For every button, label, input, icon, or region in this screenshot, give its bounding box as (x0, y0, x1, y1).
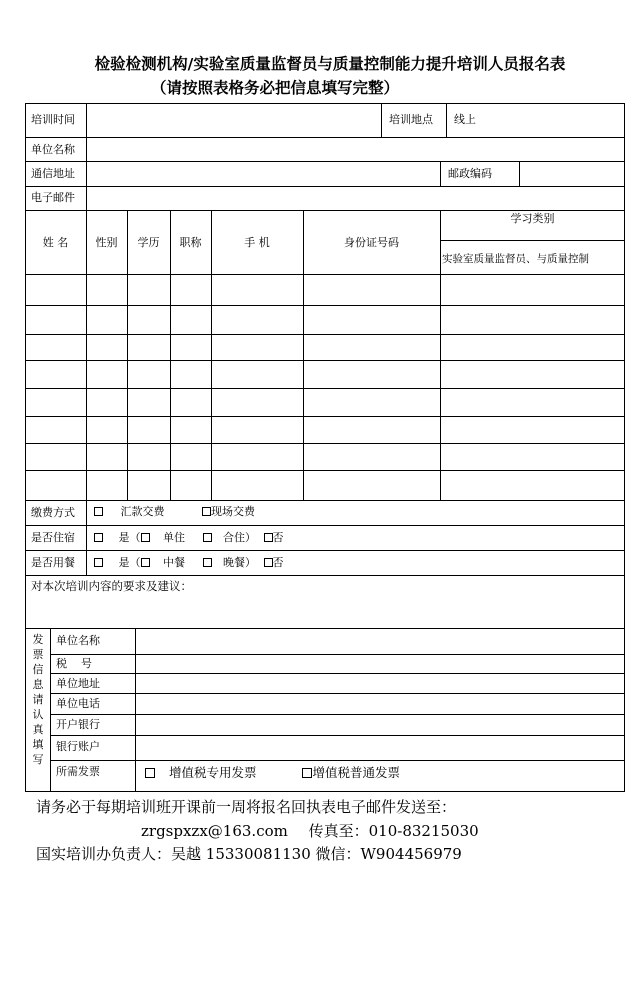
lodging-yes-checkbox[interactable] (94, 533, 103, 542)
invoice-normal-checkbox[interactable] (302, 768, 312, 778)
invoice-special-label: 增值税专用发票 (168, 765, 257, 780)
header-bottom-line (25, 274, 625, 275)
invoice-account-field[interactable] (137, 737, 621, 758)
meals-lunch-checkbox[interactable] (141, 558, 150, 567)
col-divider (440, 210, 441, 500)
postcode-field[interactable] (521, 163, 621, 183)
col-header-education: 学历 (137, 236, 160, 249)
lodging-label: 是否住宿 (31, 531, 75, 544)
form-subtitle: （请按照表格务必把信息填写完整） (150, 79, 399, 97)
email-label: 电子邮件 (31, 191, 75, 204)
invoice-bank-label: 开户银行 (56, 718, 100, 731)
meals-no-label: 否 (272, 556, 284, 569)
address-label: 通信地址 (31, 167, 75, 180)
lodging-shared-label: 合住） (223, 531, 256, 544)
payment-options (94, 505, 255, 519)
col-divider (381, 103, 382, 137)
invoice-address-field[interactable] (137, 675, 621, 691)
col-divider (86, 103, 87, 137)
col-divider (86, 137, 87, 161)
row-divider (25, 161, 625, 162)
footer-contact-line (141, 820, 479, 841)
attendee-row[interactable] (25, 388, 625, 389)
invoice-type-label: 所需发票 (56, 765, 100, 778)
payment-remit-checkbox[interactable] (94, 507, 103, 516)
training-place-value: 线上 (454, 113, 476, 126)
invoice-phone-label: 单位电话 (56, 697, 100, 710)
row-divider (25, 550, 625, 551)
invoice-tax-no-field[interactable] (137, 656, 621, 672)
lodging-shared-checkbox[interactable] (203, 533, 212, 542)
invoice-unit-name-label: 单位名称 (56, 634, 100, 647)
meals-lunch-label: 中餐 (163, 556, 185, 569)
suggestions-field[interactable] (27, 595, 623, 625)
attendee-row[interactable] (25, 334, 625, 335)
col-divider (135, 628, 136, 792)
invoice-special-checkbox[interactable] (145, 768, 155, 778)
invoice-tax-no-label: 税 号 (56, 657, 92, 670)
col-divider (86, 186, 87, 210)
attendee-row[interactable] (25, 360, 625, 361)
row-divider (25, 186, 625, 187)
row-divider (50, 760, 625, 761)
col-header-gender: 性别 (95, 236, 118, 249)
row-divider (25, 137, 625, 138)
col-header-mobile: 手 机 (244, 236, 270, 249)
suggestions-label: 对本次培训内容的要求及建议： (31, 579, 192, 593)
col-header-study-type: 学习类别 (510, 212, 555, 225)
row-divider (50, 673, 625, 674)
meals-label: 是否用餐 (31, 556, 75, 569)
meals-yes-label: 是（ (118, 556, 141, 569)
footer-responsible: 国实培训办负责人：吴越 15330081130 微信：W904456979 (36, 845, 462, 863)
col-header-title: 职称 (179, 236, 202, 249)
meals-dinner-label: 晚餐） (223, 556, 256, 569)
col-divider (127, 210, 128, 500)
payment-onsite-label: 现场交费 (211, 505, 255, 518)
lodging-no-checkbox[interactable] (264, 533, 273, 542)
unit-name-label: 单位名称 (31, 143, 75, 156)
unit-name-field[interactable] (88, 139, 618, 159)
col-header-name: 姓 名 (42, 236, 69, 249)
lodging-single-label: 单住 (163, 531, 185, 544)
col-divider (86, 500, 87, 575)
invoice-normal-label: 增值税普通发票 (312, 765, 400, 780)
col-divider (50, 628, 51, 792)
col-divider (86, 210, 87, 500)
invoice-address-label: 单位地址 (56, 677, 100, 690)
meals-options (94, 556, 284, 570)
col-divider (303, 210, 304, 500)
invoice-side-label: 发票信息请认真填写 (32, 633, 44, 766)
training-time-field[interactable] (88, 105, 378, 135)
col-divider (170, 210, 171, 500)
lodging-no-label: 否 (272, 531, 284, 544)
row-divider (50, 735, 625, 736)
payment-label: 缴费方式 (31, 506, 75, 519)
invoice-unit-name-field[interactable] (137, 630, 621, 652)
training-place-label: 培训地点 (389, 113, 433, 126)
payment-remit-label: 汇款交费 (120, 505, 165, 518)
email-field[interactable] (88, 188, 618, 208)
attendee-row[interactable] (25, 305, 625, 306)
col-divider (211, 210, 212, 500)
row-divider (50, 714, 625, 715)
lodging-single-checkbox[interactable] (141, 533, 150, 542)
footer-fax: 传真至：010-83215030 (308, 822, 479, 840)
postcode-label: 邮政编码 (448, 167, 492, 180)
meals-dinner-checkbox[interactable] (203, 558, 212, 567)
attendee-row[interactable] (25, 416, 625, 417)
footer-instruction: 请务必于每期培训班开课前一周将报名回执表电子邮件发送至： (36, 798, 457, 816)
address-field[interactable] (88, 163, 436, 183)
row-divider (25, 575, 625, 576)
meals-yes-checkbox[interactable] (94, 558, 103, 567)
col-divider (86, 161, 87, 186)
row-divider (50, 654, 625, 655)
invoice-phone-field[interactable] (137, 695, 621, 712)
col-divider (519, 161, 520, 186)
meals-no-checkbox[interactable] (264, 558, 273, 567)
attendee-row[interactable] (25, 443, 625, 444)
lodging-options (94, 531, 284, 545)
invoice-bank-field[interactable] (137, 716, 621, 733)
invoice-type-options (145, 766, 400, 780)
training-time-label: 培训时间 (31, 113, 75, 126)
lodging-yes-label: 是（ (118, 531, 141, 544)
study-type-value: 实验室质量监督员、与质量控制 (442, 253, 589, 265)
col-divider (440, 161, 441, 186)
study-type-divider (440, 240, 625, 241)
row-divider (25, 210, 625, 211)
col-divider (446, 103, 447, 137)
row-divider (25, 628, 625, 629)
invoice-account-label: 银行账户 (56, 740, 100, 753)
row-divider (25, 525, 625, 526)
row-divider (50, 693, 625, 694)
col-header-id-number: 身份证号码 (344, 236, 399, 249)
form-title: 检验检测机构/实验室质量监督员与质量控制能力提升培训人员报名表 (94, 55, 566, 73)
footer-email: zrgspxzx@163.com (141, 822, 288, 840)
attendee-row[interactable] (25, 470, 625, 471)
row-divider (25, 500, 625, 501)
payment-onsite-checkbox[interactable] (202, 507, 211, 516)
